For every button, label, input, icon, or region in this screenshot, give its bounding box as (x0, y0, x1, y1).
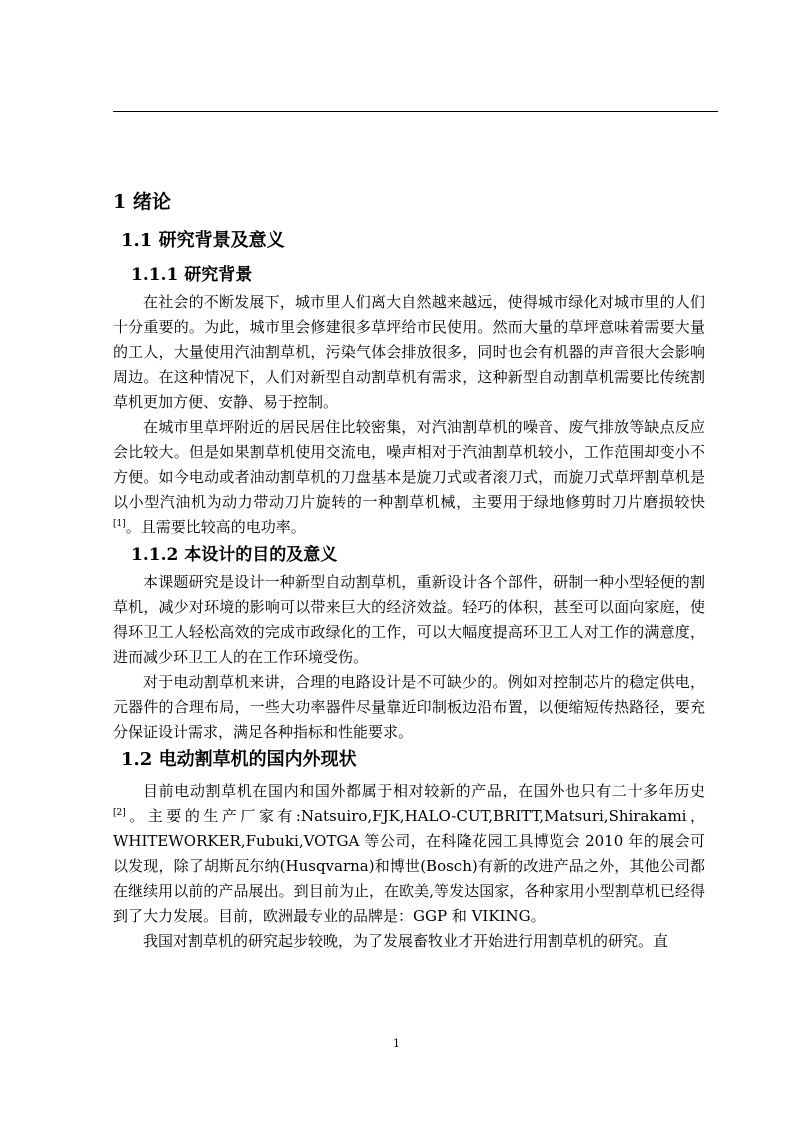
section-1-1-2-title: 1.1.2 本设计的目的及意义 (131, 545, 338, 565)
citation-ref: [1] (113, 519, 126, 529)
page-number: 1 (393, 1037, 400, 1050)
paragraph: 我国对割草机的研究起步较晚，为了发展畜牧业才开始进行用割草机的研究。直 (143, 932, 669, 950)
paragraph-text: 目前电动割草机在国内和国外都属于相对较新的产品，在国外也只有二十多年历史 (143, 782, 705, 800)
paragraph-text: 在城市里草坪附近的居民居住比较密集，对汽油割草机的噪音、废气排放等缺点反应会比较大。但是如果割草机使用交流电，噪声相对于汽油割草机较小，工作范围却变小不方便。如今电动或者油动割草机的刀盘基本是旋刀式或者滚刀式，而旋刀式草坪割草机是以小型汽油机为动力带动刀片旋转的一种割草机械，主要用于绿地修剪时刀片磨损较快 (113, 418, 705, 511)
paragraph: 对于电动割草机来讲，合理的电路设计是不可缺少的。例如对控制芯片的稳定供电，元器件的合理布局，一些大功率器件尽量靠近印制板边沿布置，以便缩短传热路径，要充分保证设计需求，满足各种指标和性能要求。 (113, 673, 705, 741)
paragraph (113, 415, 705, 540)
chapter-title: 1 绪论 (113, 191, 171, 213)
paragraph-text: 。主要的生产厂家有:Natsuiro,FJK,HALO-CUT,BRITT,Matsuri,Shirakami，WHITEWORKER,Fubuki,VOTGA 等公司，在科隆花园工具博览会 2010 年的展会可以发现，除了胡斯瓦尔纳(Husqvarna)和博世(Bosch)有新的改进产品之外，其他公司都在继续用以前的产品展出。到目前为止，在欧美,等发达国家，各种家用小型割草机已经得到了大力发展。目前，欧洲最专业的品牌是：GGP 和 VIKING。 (113, 807, 705, 925)
paragraph: 本课题研究是设计一种新型自动割草机，重新设计各个部件，研制一种小型轻便的割草机，减少对环境的影响可以带来巨大的经济效益。轻巧的体积，甚至可以面向家庭，使得环卫工人轻松高效的完成市政绿化的工作，可以大幅度提高环卫工人对工作的满意度，进而减少环卫工人的在工作环境受伤。 (113, 573, 705, 666)
document-body (113, 186, 705, 954)
section-1-1-1-title: 1.1.1 研究背景 (131, 265, 253, 285)
section-1-2-title: 1.2 电动割草机的国内外现状 (121, 749, 357, 770)
paragraph (113, 779, 705, 929)
header-rule (113, 111, 718, 112)
paragraph: 在社会的不断发展下，城市里人们离大自然越来越远，使得城市绿化对城市里的人们十分重要的。为此，城市里会修建很多草坪给市民使用。然而大量的草坪意味着需要大量的工人，大量使用汽油割草机，污染气体会排放很多，同时也会有机器的声音很大会影响周边。在这种情况下，人们对新型自动割草机有需求，这种新型自动割草机需要比传统割草机更加方便、安静、易于控制。 (113, 293, 705, 411)
paragraph-text: 。且需要比较高的电功率。 (125, 518, 306, 536)
section-1-1-title: 1.1 研究背景及意义 (121, 230, 285, 251)
citation-ref: [2] (113, 808, 126, 818)
